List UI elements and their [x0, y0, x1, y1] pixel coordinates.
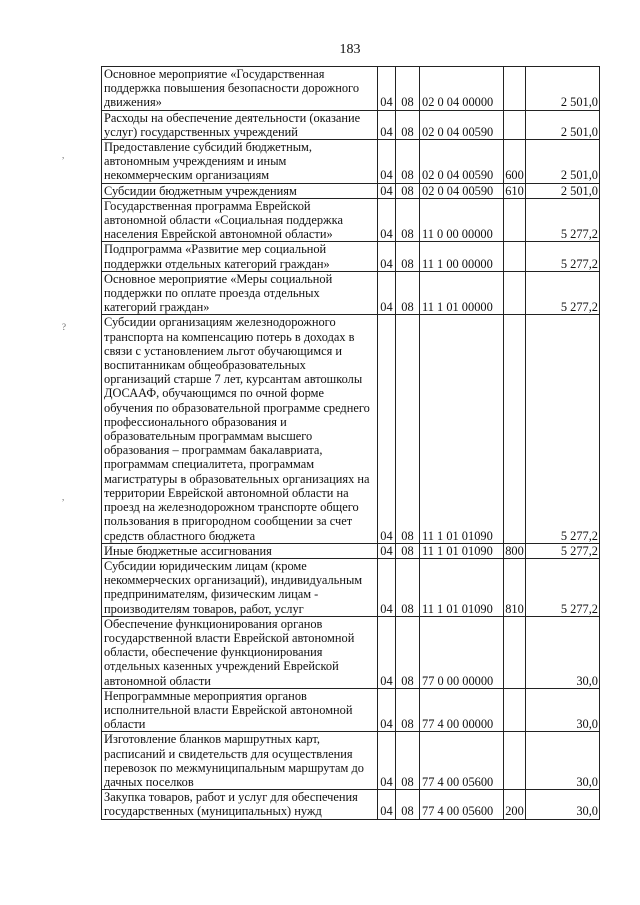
row-target-article: 77 0 00 00000: [420, 616, 504, 688]
row-amount: 2 501,0: [526, 110, 600, 139]
row-amount: 30,0: [526, 688, 600, 732]
table-row: [102, 183, 600, 198]
page-number: 183: [339, 42, 361, 57]
row-subsection-code: 08: [396, 198, 420, 242]
row-expense-type: [504, 271, 526, 315]
row-name-cell: Предоставление субсидий бюджетным, автономным учреждениям и иным некоммерческим организациям: [102, 140, 378, 184]
row-amount: 30,0: [526, 616, 600, 688]
row-subsection-code: 08: [396, 616, 420, 688]
row-name-cell: Обеспечение функционирования органов государственной власти Еврейской автономной области, обеспечение функционирования отдельных казенных учреждений Еврейской автономной области: [102, 616, 378, 688]
table-row: [102, 732, 600, 790]
budget-table: [101, 66, 600, 820]
row-section-code: 04: [378, 110, 396, 139]
row-section-code: 04: [378, 558, 396, 616]
margin-mark: ,: [62, 492, 65, 502]
table-row: [102, 242, 600, 271]
row-subsection-code: 08: [396, 242, 420, 271]
row-target-article: 02 0 04 00590: [420, 140, 504, 184]
row-amount: 2 501,0: [526, 67, 600, 111]
row-name-cell: Субсидии юридическим лицам (кроме некоммерческих организаций), индивидуальным предпринимателям, физическим лицам - производителям товаров, работ, услуг: [102, 558, 378, 616]
row-target-article: 02 0 04 00590: [420, 110, 504, 139]
row-target-article: 77 4 00 05600: [420, 790, 504, 819]
row-section-code: 04: [378, 67, 396, 111]
row-expense-type: [504, 688, 526, 732]
row-target-article: 02 0 04 00000: [420, 67, 504, 111]
row-expense-type: 200: [504, 790, 526, 819]
row-expense-type: [504, 616, 526, 688]
row-target-article: 11 1 01 01090: [420, 543, 504, 558]
row-amount: 5 277,2: [526, 558, 600, 616]
row-expense-type: [504, 315, 526, 543]
row-target-article: 11 1 01 01090: [420, 558, 504, 616]
table-row: [102, 558, 600, 616]
table-row: [102, 271, 600, 315]
table-row: [102, 140, 600, 184]
margin-mark: ?: [62, 322, 66, 332]
row-subsection-code: 08: [396, 790, 420, 819]
row-target-article: 11 1 01 00000: [420, 271, 504, 315]
budget-table-wrapper: [101, 66, 600, 820]
row-section-code: 04: [378, 543, 396, 558]
row-section-code: 04: [378, 183, 396, 198]
row-amount: 30,0: [526, 732, 600, 790]
row-section-code: 04: [378, 315, 396, 543]
table-row: [102, 688, 600, 732]
row-section-code: 04: [378, 732, 396, 790]
row-subsection-code: 08: [396, 732, 420, 790]
row-expense-type: 800: [505, 543, 524, 558]
row-name-cell: Государственная программа Еврейской автономной области «Социальная поддержка населения Еврейской автономной области»: [102, 198, 378, 242]
row-expense-type: 810: [504, 558, 526, 616]
row-section-code: 04: [378, 140, 396, 184]
budget-table-body: [102, 67, 600, 820]
row-expense-type: [504, 732, 526, 790]
row-subsection-code: 08: [396, 140, 420, 184]
row-amount: 2 501,0: [526, 140, 600, 184]
row-name-cell: Субсидии бюджетным учреждениям: [102, 183, 378, 198]
row-name-cell: Изготовление бланков маршрутных карт, расписаний и свидетельств для осуществления перевозок по межмуниципальным маршрутам до дачных поселков: [102, 732, 378, 790]
row-section-code: 04: [378, 790, 396, 819]
table-row: [102, 110, 600, 139]
row-target-article: 02 0 04 00590: [420, 183, 504, 198]
table-row: [102, 790, 600, 819]
row-name-cell: Подпрограмма «Развитие мер социальной поддержки отдельных категорий граждан»: [102, 242, 378, 271]
row-target-article: 11 1 01 01090: [420, 315, 504, 543]
table-row: [102, 543, 600, 558]
row-amount: 5 277,2: [526, 543, 600, 558]
row-section-code: 04: [378, 198, 396, 242]
row-subsection-code: 08: [396, 271, 420, 315]
row-name-cell: Закупка товаров, работ и услуг для обеспечения государственных (муниципальных) нужд: [102, 790, 378, 819]
row-target-article: 11 0 00 00000: [420, 198, 504, 242]
row-expense-type: 610: [505, 183, 524, 198]
row-section-code: 04: [378, 688, 396, 732]
table-row: [102, 198, 600, 242]
row-expense-type: [504, 198, 526, 242]
table-row: [102, 315, 600, 543]
row-subsection-code: 08: [396, 688, 420, 732]
row-target-article: 77 4 00 00000: [420, 688, 504, 732]
row-target-article: 11 1 00 00000: [420, 242, 504, 271]
row-subsection-code: 08: [396, 183, 420, 198]
row-subsection-code: 08: [396, 110, 420, 139]
margin-mark: ,: [62, 150, 65, 160]
row-amount: 5 277,2: [526, 315, 600, 543]
row-name-cell: Основное мероприятие «Меры социальной поддержки по оплате проезда отдельных категорий граждан»: [102, 271, 378, 315]
row-expense-type: [504, 110, 526, 139]
row-amount: 2 501,0: [526, 183, 600, 198]
row-subsection-code: 08: [396, 543, 420, 558]
row-section-code: 04: [378, 271, 396, 315]
row-section-code: 04: [378, 616, 396, 688]
row-amount: 30,0: [526, 790, 600, 819]
table-row: [102, 616, 600, 688]
row-name-cell: Расходы на обеспечение деятельности (оказание услуг) государственных учреждений: [102, 110, 378, 139]
row-expense-type: [504, 242, 526, 271]
row-expense-type: 600: [504, 140, 526, 184]
row-section-code: 04: [378, 242, 396, 271]
row-expense-type: [504, 67, 526, 111]
row-subsection-code: 08: [396, 67, 420, 111]
row-amount: 5 277,2: [526, 271, 600, 315]
table-row: [102, 67, 600, 111]
row-amount: 5 277,2: [526, 242, 600, 271]
row-subsection-code: 08: [396, 315, 420, 543]
row-subsection-code: 08: [396, 558, 420, 616]
row-amount: 5 277,2: [526, 198, 600, 242]
row-name-cell: Непрограммные мероприятия органов исполнительной власти Еврейской автономной области: [102, 688, 378, 732]
row-target-article: 77 4 00 05600: [420, 732, 504, 790]
row-name-cell: Субсидии организациям железнодорожного транспорта на компенсацию потерь в доходах в связи с установлением льгот обучающимся и воспитанникам общеобразовательных организаций старше 7 лет, курсантам автошколы ДОСААФ, обучающимся по очной форме обучения по образовательной программе среднего профессионального образования и образовательным программам высшего образования – программам бакалавриата, программам специалитета, программам магистратуры в образовательных организациях на территории Еврейской автономной области на проезд на железнодорожном транспорте общего пользования в пригородном сообщении за счет средств областного бюджета: [102, 315, 378, 543]
row-name-cell: Иные бюджетные ассигнования: [102, 543, 378, 558]
row-name-cell: Основное мероприятие «Государственная поддержка повышения безопасности дорожного движения»: [102, 67, 378, 111]
